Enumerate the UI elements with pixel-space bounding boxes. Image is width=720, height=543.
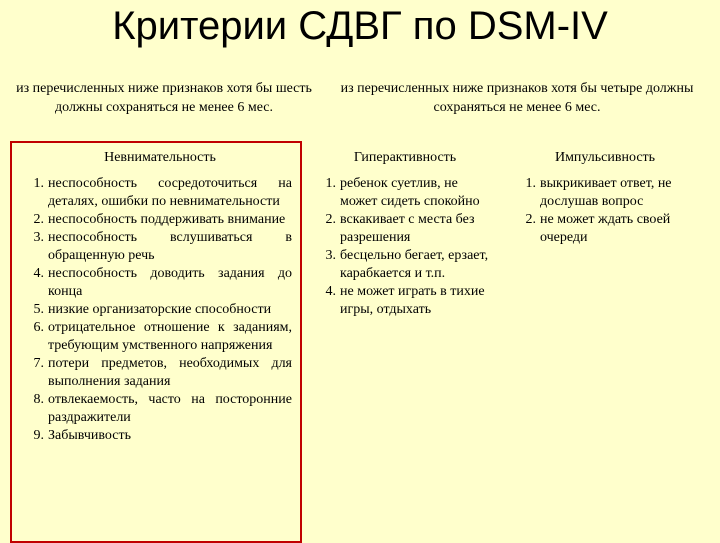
item-number: 6. [33, 320, 44, 335]
inattention-list [20, 175, 292, 445]
left-criteria-note: из перечисленных ниже признаков хотя бы шесть должны сохраняться не менее 6 мес. [16, 81, 312, 115]
item-text: неспособность поддерживать внимание [48, 212, 286, 227]
item-text: не может играть в тихие игры, отдыхать [340, 284, 485, 317]
slide-title: Критерии СДВГ по DSM-IV [112, 4, 608, 48]
list-item [20, 355, 292, 391]
list-item [20, 391, 292, 427]
list-item [512, 175, 702, 211]
list-item [512, 211, 702, 247]
item-number: 7. [33, 356, 44, 371]
list-item [20, 229, 292, 265]
impulsivity-heading: Импульсивность [554, 150, 656, 165]
item-text: вскакивает с места без разрешения [340, 212, 475, 245]
item-number: 5. [33, 302, 44, 317]
item-number: 2. [525, 212, 536, 227]
list-item [20, 319, 292, 355]
item-text: неспособность доводить задания до конца [48, 266, 292, 299]
item-number: 4. [33, 266, 44, 281]
list-item [20, 301, 292, 319]
item-text: низкие организаторские способности [48, 302, 272, 317]
item-number: 1. [525, 176, 536, 191]
hyperactivity-list [312, 175, 498, 319]
item-text: потери предметов, необходимых для выполнения задания [48, 356, 292, 389]
hyperactivity-heading: Гиперактивность [353, 150, 457, 165]
item-text: не может ждать своей очереди [540, 212, 671, 245]
list-item [20, 211, 292, 229]
item-text: ребенок суетлив, не может сидеть спокойно [340, 176, 480, 209]
list-item [312, 175, 498, 211]
item-number: 4. [325, 284, 336, 299]
item-text: бесцельно бегает, ерзает, карабкается и т.п. [340, 248, 489, 281]
list-item [312, 211, 498, 247]
item-number: 8. [33, 392, 44, 407]
list-item [312, 247, 498, 283]
list-item [20, 427, 292, 445]
item-number: 1. [33, 176, 44, 191]
item-text: отрицательное отношение к заданиям, требующим умственного напряжения [48, 320, 292, 353]
item-text: выкрикивает ответ, не дослушав вопрос [540, 176, 672, 209]
right-criteria-note: из перечисленных ниже признаков хотя бы четыре должны сохраняться не менее 6 мес. [340, 81, 694, 115]
item-number: 2. [33, 212, 44, 227]
item-text: Забывчивость [48, 428, 131, 443]
item-number: 9. [33, 428, 44, 443]
list-item [20, 265, 292, 301]
item-number: 2. [325, 212, 336, 227]
impulsivity-list [512, 175, 702, 247]
item-number: 1. [325, 176, 336, 191]
item-text: отвлекаемость, часто на посторонние раздражители [48, 392, 292, 425]
item-text: неспособность вслушиваться в обращенную речь [48, 230, 292, 263]
list-item [312, 283, 498, 319]
item-number: 3. [33, 230, 44, 245]
item-text: неспособность сосредоточиться на деталях, ошибки по невнимательности [48, 176, 292, 209]
inattention-heading: Невнимательность [104, 150, 216, 165]
list-item [20, 175, 292, 211]
item-number: 3. [325, 248, 336, 263]
